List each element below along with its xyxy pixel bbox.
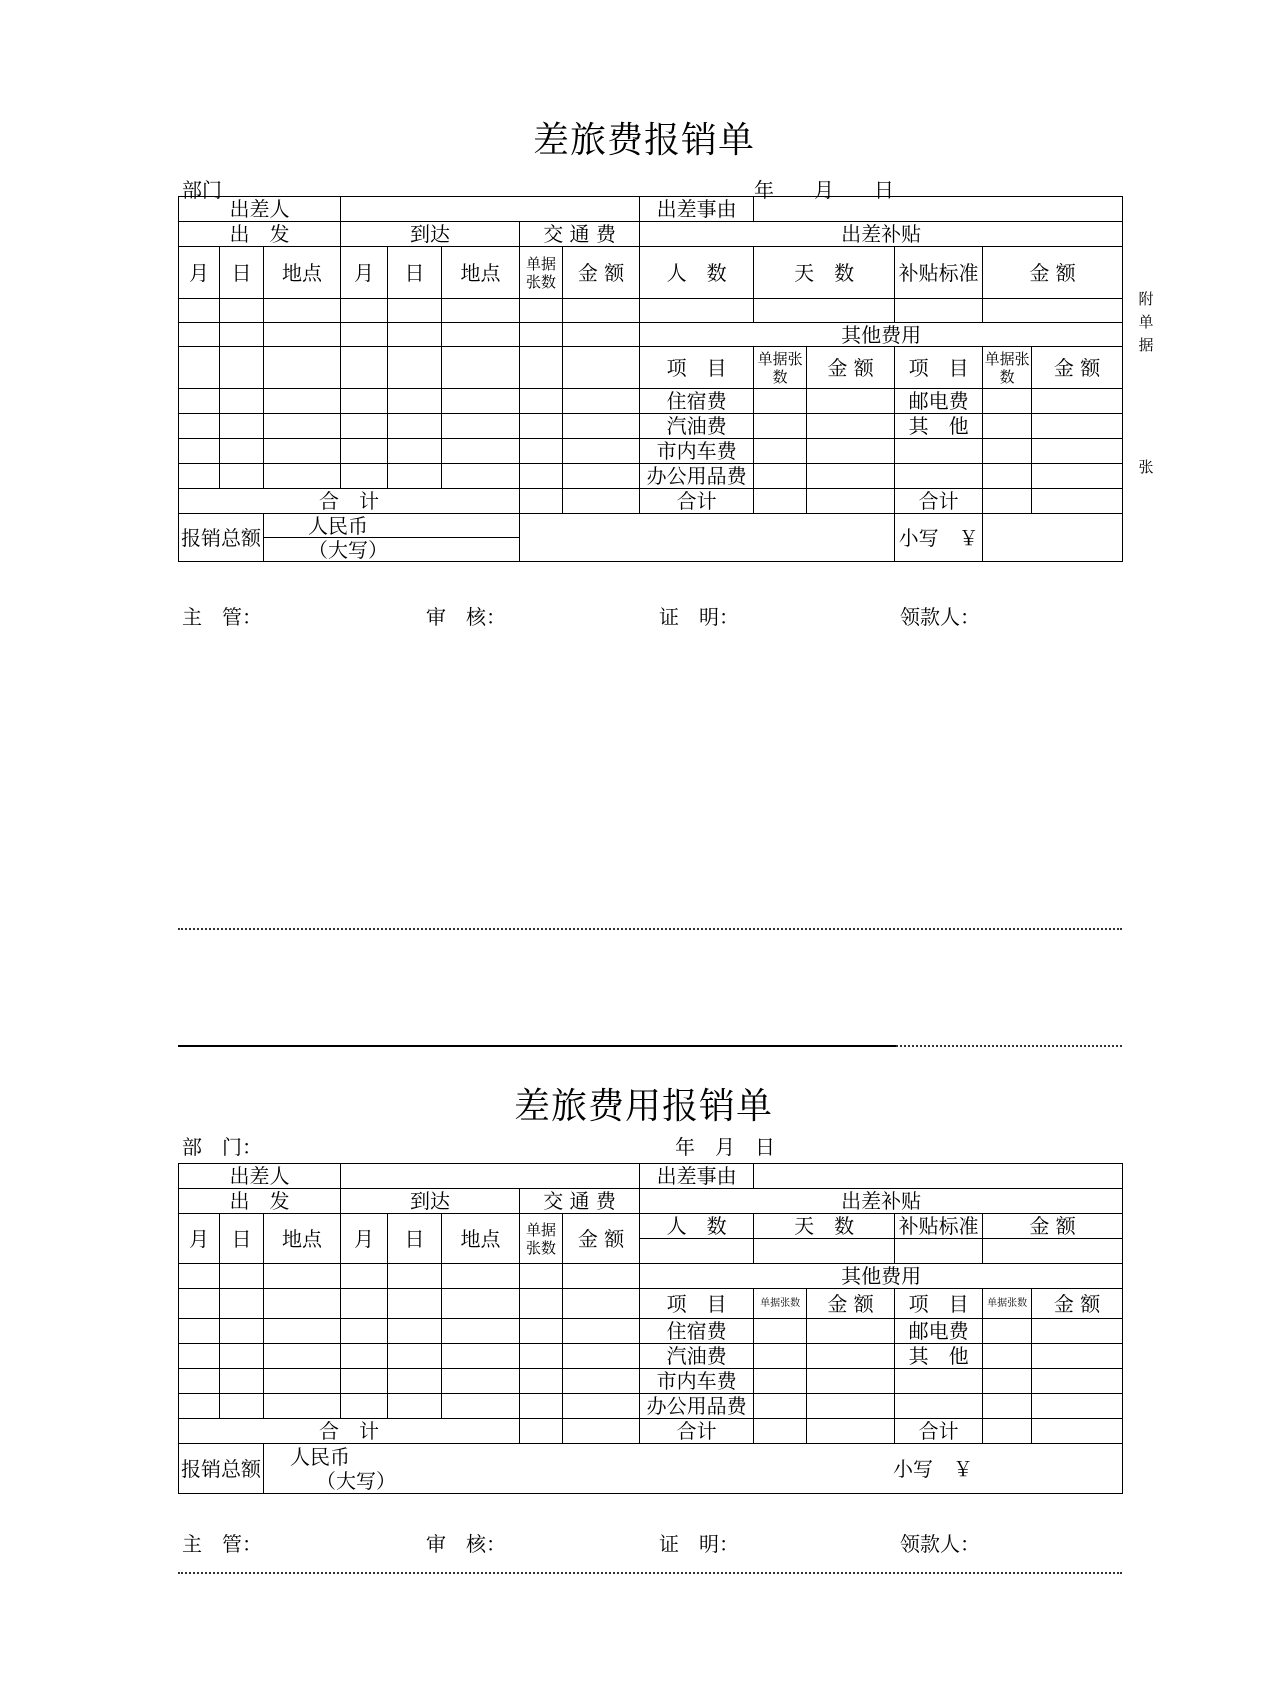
reimb-total-field[interactable]: 人民币 （大写） 小写 ￥ bbox=[264, 1444, 1123, 1494]
form2-dept-label: 部 门： bbox=[182, 1135, 262, 1159]
subtotal-label: 合计 bbox=[640, 489, 754, 514]
people-label: 人 数 bbox=[640, 247, 754, 299]
item-label-2: 项 目 bbox=[895, 347, 983, 389]
reason-field[interactable] bbox=[754, 1164, 1123, 1189]
form1-table: 出差人 出差事由 出 发 到达 交 通 费 出差补贴 月 日 地点 月 日 地点 单据张数 金 额 人 数 天 数 补贴标准 金 额 其他费用 项 目 单据张数 金 额 项 目 单据张数 金 额 住宿费 邮电费 汽油费 其 他 市内车费 办公用品费 合 计 合计 合计 报销总额 人民币 小写 ￥ （大写） bbox=[178, 196, 1123, 562]
subtotal-label-2: 合计 bbox=[895, 489, 983, 514]
supervisor-label: 主 管： bbox=[182, 605, 262, 629]
days-label: 天 数 bbox=[754, 247, 895, 299]
reviewer-label: 审 核： bbox=[426, 605, 506, 629]
form2-table: 出差人 出差事由 出 发 到达 交 通 费 出差补贴 月 日 地点 月 日 地点 单据张数 金 额 人 数 天 数 补贴标准 金 额 其他费用 项 目 单据张数 金 额 项 目 单据张数 金 额 住宿费 邮电费 汽油费 其 他 市内车费 办公用品费 合 计 合计 合计 报销总额 人民币 （大写） 小写 ￥ bbox=[178, 1163, 1123, 1494]
transport-label: 交 通 费 bbox=[520, 222, 640, 247]
depart-month: 月 bbox=[179, 247, 220, 299]
bottom-cut-line bbox=[178, 1572, 1122, 1574]
attached-receipts-label: 附单据 bbox=[1138, 290, 1154, 354]
separator-line bbox=[178, 1045, 896, 1047]
allowance-label: 出差补贴 bbox=[640, 222, 1123, 247]
reason-field[interactable] bbox=[754, 197, 1123, 222]
form1-date-label: 年 月 日 bbox=[754, 178, 894, 202]
arrive-month: 月 bbox=[341, 247, 388, 299]
depart-day: 日 bbox=[220, 247, 264, 299]
capital-label: （大写） bbox=[264, 538, 520, 562]
arrive-place: 地点 bbox=[442, 247, 520, 299]
small-label: 小写 ￥ bbox=[895, 514, 983, 562]
payee-label: 领款人： bbox=[900, 605, 980, 629]
other-label: 其他费用 bbox=[640, 323, 1123, 347]
cut-line bbox=[178, 928, 1122, 930]
form2-title: 差旅费用报销单 bbox=[514, 1086, 774, 1127]
arrive-day: 日 bbox=[388, 247, 442, 299]
small-amount-field[interactable] bbox=[983, 514, 1123, 562]
city-transport-label: 市内车费 bbox=[640, 439, 754, 464]
form2-certifier-label: 证 明： bbox=[659, 1532, 739, 1556]
depart-label: 出 发 bbox=[179, 222, 341, 247]
total-label: 合 计 bbox=[179, 489, 520, 514]
reason-label: 出差事由 bbox=[640, 197, 754, 222]
rmb-label: 人民币 bbox=[264, 514, 520, 538]
office-supplies-label: 办公用品费 bbox=[640, 464, 754, 489]
capital-amount-field[interactable] bbox=[520, 514, 895, 562]
arrive-label: 到达 bbox=[341, 222, 520, 247]
form2-date-label: 年 月 日 bbox=[675, 1135, 775, 1159]
form1-dept-label: 部门 bbox=[182, 178, 222, 202]
hotel-label: 住宿费 bbox=[640, 389, 754, 414]
postal-label: 邮电费 bbox=[895, 389, 983, 414]
form1-title: 差旅费报销单 bbox=[533, 120, 756, 161]
form2-supervisor-label: 主 管： bbox=[182, 1532, 262, 1556]
item-label: 项 目 bbox=[640, 347, 754, 389]
fuel-label: 汽油费 bbox=[640, 414, 754, 439]
traveler-label: 出差人 bbox=[179, 197, 341, 222]
reimb-total-label: 报销总额 bbox=[179, 514, 264, 562]
standard-label: 补贴标准 bbox=[895, 247, 983, 299]
traveler-field[interactable] bbox=[341, 197, 640, 222]
form2-reviewer-label: 审 核： bbox=[426, 1532, 506, 1556]
form2-payee-label: 领款人： bbox=[900, 1532, 980, 1556]
other-item-label: 其 他 bbox=[895, 414, 983, 439]
attached-receipts-unit: 张 bbox=[1138, 458, 1154, 476]
certifier-label: 证 明： bbox=[659, 605, 739, 629]
transport-amount: 金 额 bbox=[563, 247, 640, 299]
separator-dotted bbox=[896, 1045, 1122, 1047]
traveler-field[interactable] bbox=[341, 1164, 640, 1189]
depart-place: 地点 bbox=[264, 247, 341, 299]
transport-receipts: 单据张数 bbox=[520, 247, 563, 299]
allowance-amount: 金 额 bbox=[983, 247, 1123, 299]
